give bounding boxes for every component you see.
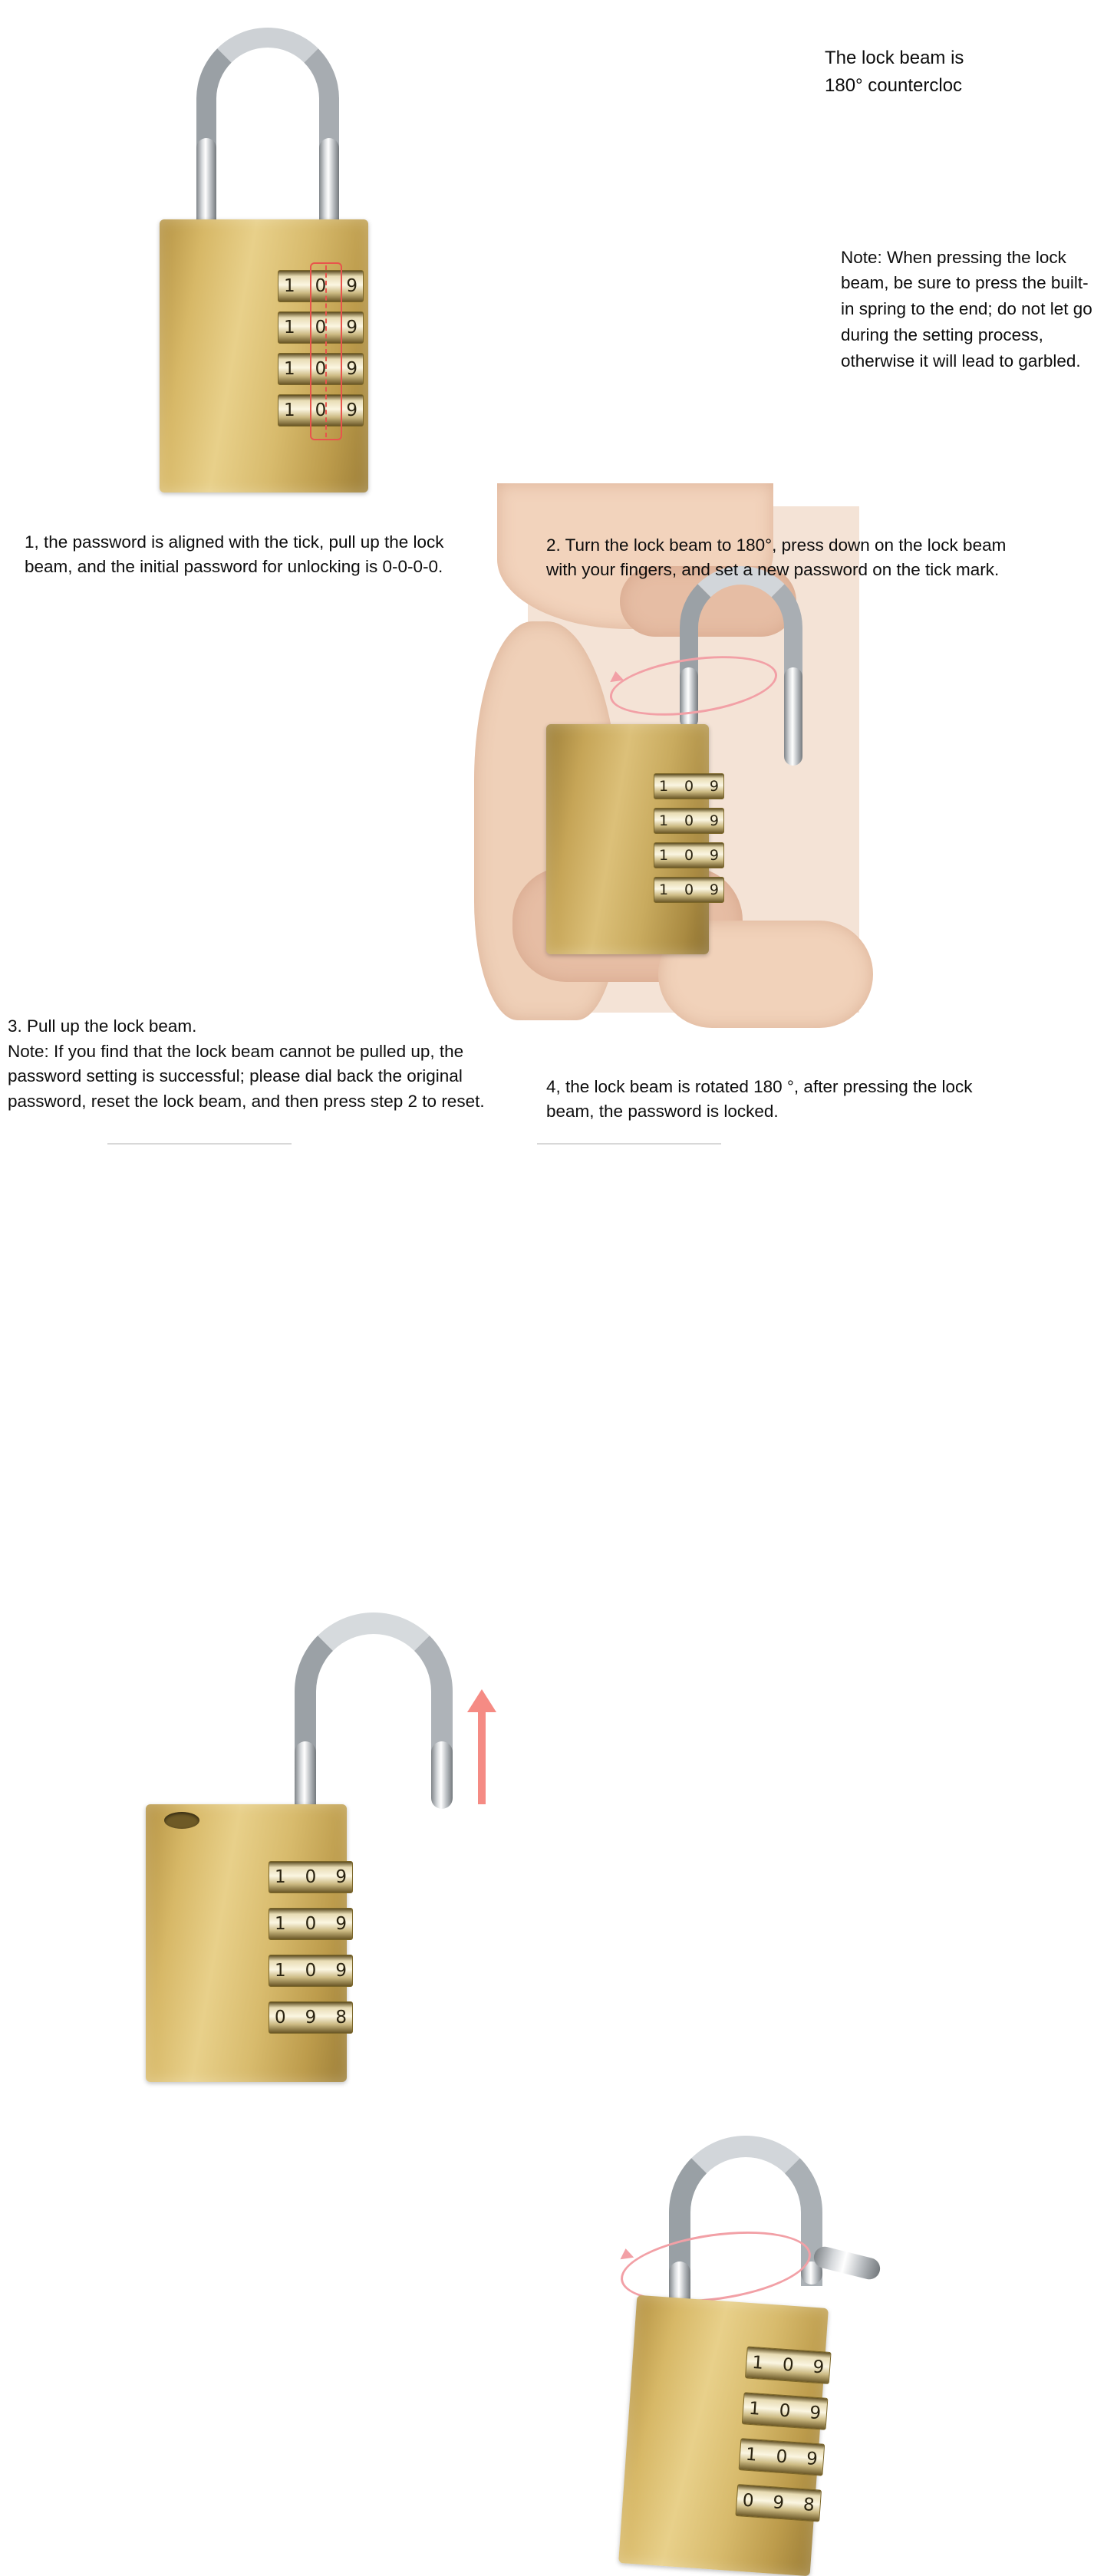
- dial-digit-right: 9: [809, 2402, 822, 2423]
- panel-2-headline-line1: The lock beam is: [825, 48, 964, 68]
- bottom-divider-left: [107, 1143, 292, 1145]
- dial-digit-mid: 0: [305, 1960, 317, 1981]
- dial-digit-right: 9: [806, 2448, 819, 2469]
- dial-digit-right: 9: [812, 2357, 825, 2377]
- dial-digit-left: 1: [659, 777, 669, 795]
- dial-digit-mid: 0: [315, 400, 327, 420]
- bottom-divider-right: [537, 1143, 721, 1145]
- dial-digit-mid: 0: [684, 777, 694, 795]
- panel-3-caption: [8, 1014, 499, 1115]
- panel1-tick-line: [325, 265, 327, 437]
- panel-3-image: [9, 1603, 516, 2079]
- panel2-dial-stack: [654, 773, 724, 903]
- dial-digit-right: 8: [802, 2494, 816, 2515]
- panel3-shackle-free-arm: [431, 1741, 453, 1809]
- panel1-shackle-right-arm: [319, 138, 339, 232]
- dial-digit-right: 9: [709, 881, 719, 898]
- panel2-dial-2[interactable]: [654, 808, 724, 834]
- panel3-dial-2[interactable]: [269, 1908, 353, 1940]
- panel-2-headline-line2: 180° countercloc: [825, 75, 963, 96]
- dial-digit-left: 1: [751, 2352, 764, 2373]
- panel4-dial-stack: [735, 2346, 831, 2522]
- panel-2-headline: [825, 44, 1093, 100]
- panel2-rotation-indicator: [606, 647, 781, 725]
- arrow-stem: [478, 1711, 486, 1804]
- dial-digit-mid: 0: [684, 881, 694, 898]
- dial-digit-left: 1: [284, 358, 295, 379]
- dial-digit-left: 0: [741, 2490, 755, 2511]
- dial-digit-mid: 0: [315, 317, 327, 338]
- panel3-shackle-hole: [164, 1812, 199, 1829]
- panel3-dial-stack: [269, 1861, 353, 2034]
- panel-4-caption: 4, the lock beam is rotated 180 °, after pressing the lock beam, the password is locked.: [546, 1076, 973, 1122]
- dial-digit-mid: 0: [684, 812, 694, 829]
- dial-digit-left: 1: [659, 846, 669, 864]
- dial-digit-right: 9: [709, 777, 719, 795]
- dial-digit-right: 9: [346, 317, 358, 338]
- dial-digit-left: 1: [275, 1960, 286, 1981]
- dial-digit-mid: 0: [684, 846, 694, 864]
- dial-digit-right: 9: [346, 358, 358, 379]
- panel4-dial-3[interactable]: [739, 2438, 825, 2476]
- dial-digit-left: 1: [284, 275, 295, 296]
- dial-digit-mid: 0: [778, 2400, 792, 2422]
- dial-digit-mid: 0: [305, 1866, 317, 1887]
- dial-digit-right: 9: [346, 400, 358, 420]
- panel2-dial-1[interactable]: [654, 773, 724, 799]
- panel-4-image: [537, 2117, 1074, 2547]
- panel4-dial-4[interactable]: [735, 2484, 822, 2522]
- dial-digit-left: 1: [659, 812, 669, 829]
- dial-digit-right: 9: [709, 812, 719, 829]
- dial-digit-left: 1: [659, 881, 669, 898]
- dial-digit-left: 1: [745, 2444, 758, 2466]
- dial-digit-mid: 9: [305, 2007, 317, 2028]
- dial-digit-mid: 0: [315, 358, 327, 379]
- panel3-shackle-arc: [295, 1612, 453, 1766]
- dial-digit-right: 9: [346, 275, 358, 296]
- panel1-shackle-left-arm: [196, 138, 216, 232]
- dial-digit-right: 8: [335, 2007, 347, 2028]
- panel3-dial-3[interactable]: [269, 1955, 353, 1987]
- panel2-dial-4[interactable]: [654, 877, 724, 903]
- dial-digit-left: 1: [275, 1866, 286, 1887]
- panel4-dial-1[interactable]: [745, 2346, 832, 2384]
- dial-digit-right: 9: [335, 1866, 347, 1887]
- dial-digit-left: 1: [284, 400, 295, 420]
- panel-2-caption: 2. Turn the lock beam to 180°, press down on the lock beam with your fingers, and set a new password on the tick mark.: [546, 535, 1007, 580]
- arrow-head-icon: [467, 1689, 496, 1712]
- dial-digit-left: 1: [748, 2398, 761, 2420]
- panel2-shackle-free-arm: [784, 667, 802, 766]
- dial-digit-mid: 0: [315, 275, 327, 296]
- panel-1-caption: 1, the password is aligned with the tick, pull up the lock beam, and the initial password for unlocking is 0-0-0-0.: [25, 532, 444, 577]
- panel1-shackle-arc: [196, 28, 339, 173]
- dial-digit-mid: 0: [305, 1913, 317, 1934]
- dial-digit-right: 9: [335, 1960, 347, 1981]
- panel-1-image: [0, 0, 520, 506]
- dial-digit-right: 9: [335, 1913, 347, 1934]
- dial-digit-mid: 0: [782, 2354, 795, 2376]
- panel2-dial-3[interactable]: [654, 842, 724, 868]
- dial-digit-left: 1: [275, 1913, 286, 1934]
- panel-2-note: Note: When pressing the lock beam, be sure to press the built-in spring to the end; do not let go during the setting process, otherwise it will lead to garbled.: [841, 247, 1092, 371]
- dial-digit-right: 9: [709, 846, 719, 864]
- dial-digit-mid: 0: [775, 2446, 789, 2467]
- panel3-dial-1[interactable]: [269, 1861, 353, 1893]
- panel3-dial-4[interactable]: [269, 2001, 353, 2034]
- dial-digit-left: 0: [275, 2007, 286, 2028]
- dial-digit-left: 1: [284, 317, 295, 338]
- panel4-dial-2[interactable]: [742, 2392, 829, 2430]
- panel-3-caption-rest: Note: If you find that the lock beam cannot be pulled up, the password setting is successful; please dial back the original password, reset the lock beam, and then press step 2 to reset.: [8, 1041, 485, 1111]
- panel-3-caption-line1: 3. Pull up the lock beam.: [8, 1016, 197, 1036]
- dial-digit-mid: 9: [772, 2492, 785, 2513]
